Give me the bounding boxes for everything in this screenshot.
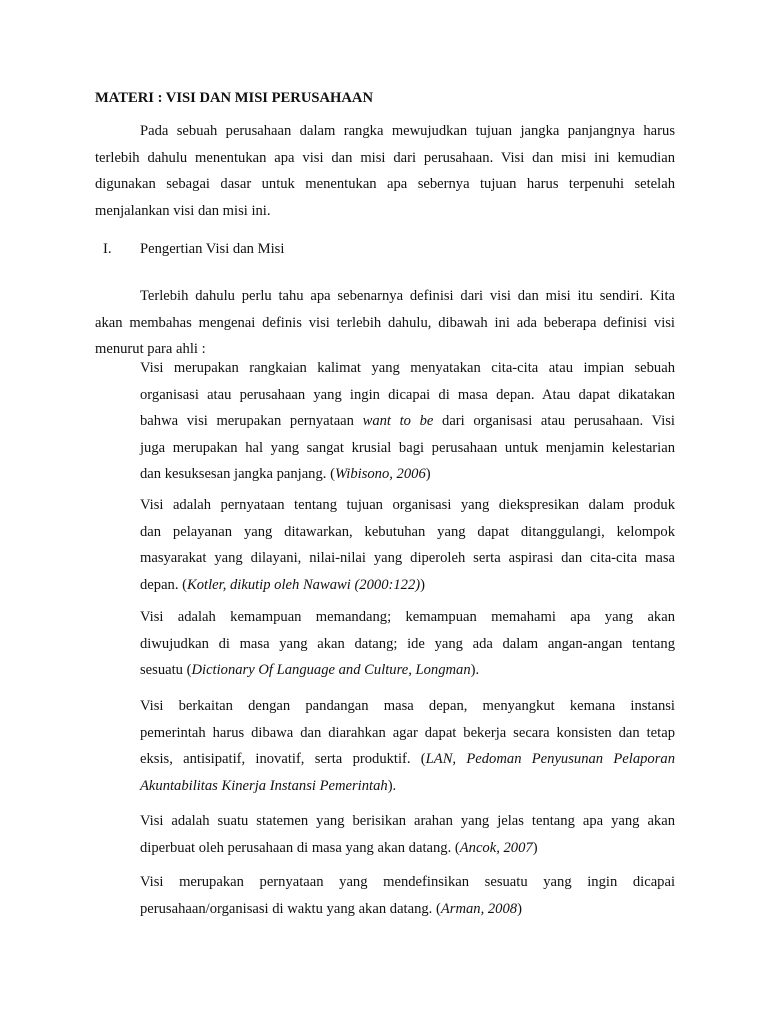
definition-block — [140, 492, 675, 598]
definition-line: diwujudkan di masa yang akan datang; ide yang ada dalam angan-angan tentang — [140, 635, 675, 652]
section-number: I. — [103, 241, 112, 257]
definition-line: dan pelayanan yang ditawarkan, kebutuhan yang dapat ditanggulangi, kelompok — [140, 523, 675, 540]
intro-line: digunakan sebagai dasar untuk menentukan apa sebernya tujuan harus terpenuhi setelah — [95, 176, 675, 193]
definition-block — [140, 869, 675, 922]
definition-line: Visi adalah kemampuan memandang; kemampuan memahami apa yang akan — [140, 609, 675, 625]
definition-line: dan kesuksesan jangka panjang. (Wibisono, 2006) — [140, 466, 431, 483]
citation-italic: want to be — [362, 413, 434, 430]
definition-line: sesuatu (Dictionary Of Language and Culture, Longman). — [140, 662, 480, 679]
definition-line: Akuntabilitas Kinerja Instansi Pemerintah). — [140, 777, 397, 794]
definition-block — [140, 693, 675, 799]
page-title: MATERI : VISI DAN MISI PERUSAHAAN — [95, 90, 373, 106]
definition-line: Visi merupakan rangkaian kalimat yang menyatakan cita-cita atau impian sebuah — [140, 360, 675, 376]
definition-line: diperbuat oleh perusahaan di masa yang akan datang. (Ancok, 2007) — [140, 839, 538, 856]
citation-italic: Akuntabilitas Kinerja Instansi Pemerintah — [140, 777, 388, 794]
citation-italic: Kotler, dikutip oleh Nawawi (2000:122) — [187, 576, 421, 593]
definition-block — [140, 355, 675, 488]
definition-line: Visi merupakan pernyataan yang mendefinsikan sesuatu yang ingin dicapai — [140, 874, 675, 890]
definition-block — [140, 808, 675, 861]
section-intro-line: akan membahas mengenai definis visi terlebih dahulu, dibawah ini ada beberapa definisi visi — [95, 314, 675, 331]
citation-italic: LAN, Pedoman Penyusunan Pelaporan — [425, 751, 675, 768]
intro-line: menjalankan visi dan misi ini. — [95, 202, 271, 219]
definition-line: Visi adalah pernyataan tentang tujuan organisasi yang diekspresikan dalam produk — [140, 497, 675, 513]
definition-line: Visi berkaitan dengan pandangan masa depan, menyangkut kemana instansi — [140, 698, 675, 714]
definition-line: Visi adalah suatu statemen yang berisikan arahan yang jelas tentang apa yang akan — [140, 813, 675, 829]
section-heading-text: Pengertian Visi dan Misi — [140, 241, 285, 257]
definition-line: eksis, antisipatif, inovatif, serta produktif. (LAN, Pedoman Penyusunan Pelaporan — [140, 751, 675, 768]
citation-italic: Arman, 2008 — [440, 900, 518, 917]
definition-line: organisasi atau perusahaan yang ingin dicapai di masa depan. Atau dapat dikatakan — [140, 386, 675, 403]
definition-line: masyarakat yang dilayani, nilai-nilai yang diperoleh serta aspirasi dan cita-cita masa — [140, 550, 675, 567]
definition-line: pemerintah harus dibawa dan diarahkan agar dapat bekerja secara konsisten dan tetap — [140, 724, 675, 741]
section-intro-line: Terlebih dahulu perlu tahu apa sebenarnya definisi dari visi dan misi itu sendiri. Kita — [140, 288, 675, 304]
intro-paragraph — [95, 118, 675, 224]
intro-line: terlebih dahulu menentukan apa visi dan misi dari perusahaan. Visi dan misi ini kemudian — [95, 149, 675, 166]
intro-line: Pada sebuah perusahaan dalam rangka mewujudkan tujuan jangka panjangnya harus — [140, 123, 675, 139]
definition-line: perusahaan/organisasi di waktu yang akan datang. (Arman, 2008) — [140, 900, 522, 917]
citation-italic: Wibisono, 2006 — [334, 466, 426, 483]
citation-italic: Dictionary Of Language and Culture, Longman — [191, 662, 471, 679]
definition-block — [140, 604, 675, 684]
section-intro-line: menurut para ahli : — [95, 341, 206, 358]
definition-line: bahwa visi merupakan pernyataan want to be dari organisasi atau perusahaan. Visi — [140, 413, 675, 430]
section-intro-paragraph — [95, 283, 675, 363]
definition-line: depan. (Kotler, dikutip oleh Nawawi (2000:122)) — [140, 576, 425, 593]
definition-line: juga merupakan hal yang sangat krusial bagi perusahaan untuk menjamin kelestarian — [140, 439, 675, 456]
citation-italic: Ancok, 2007 — [459, 839, 533, 856]
